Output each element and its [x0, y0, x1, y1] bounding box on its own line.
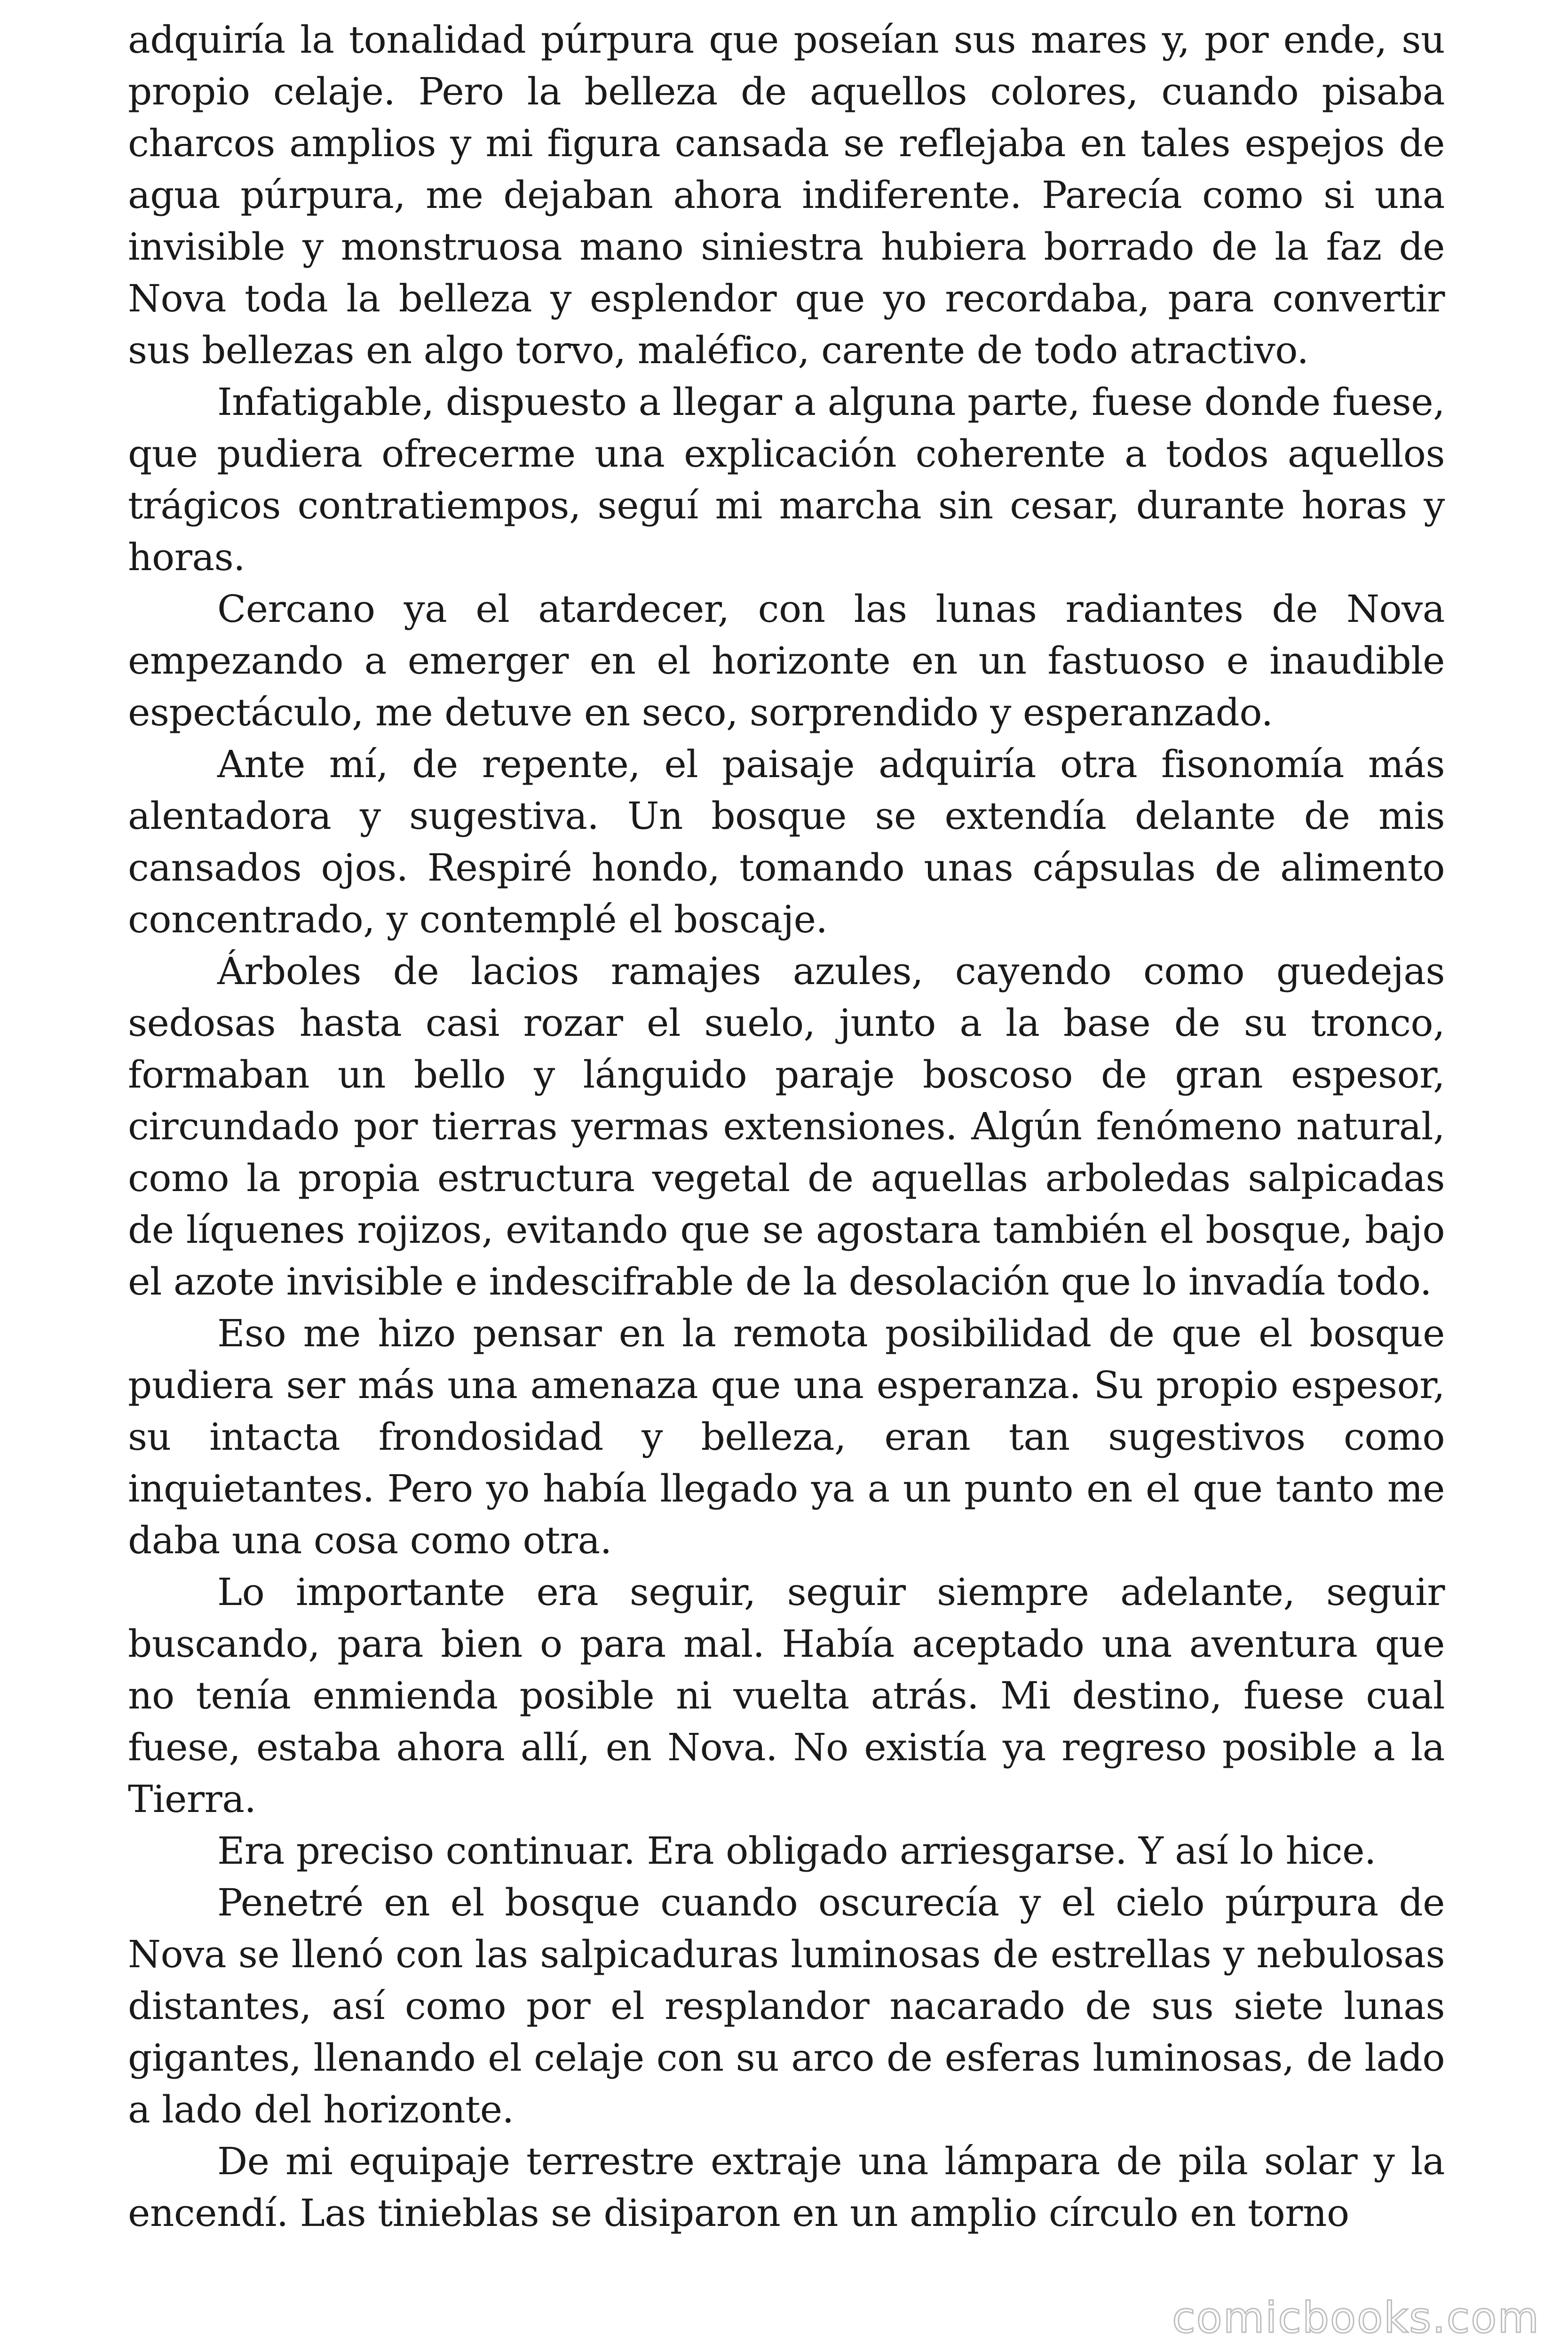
paragraph-4: Ante mí, de repente, el paisaje adquiría otra fisonomía más alentadora y sugestiva. Un bosque se extendía delante de mis cansados ojos. Respiré hondo, tomando unas cápsulas de alimento concentrado, y contemplé el boscaje. — [128, 742, 1445, 941]
paragraph-1: adquiría la tonalidad púrpura que poseían sus mares y, por ende, su propio celaje. Pero la belleza de aquellos colores, cuando pisaba charcos amplios y mi figura cansada se reflejaba en tales espejos de agua púrpura, me dejaban ahora indiferente. Parecía como si una invisible y monstruosa mano siniestra hubiera borrado de la faz de Nova toda la belleza y esplendor que yo recordaba, para convertir sus bellezas en algo torvo, maléfico, carente de todo atractivo. — [128, 18, 1445, 372]
paragraph-6: Eso me hizo pensar en la remota posibilidad de que el bosque pudiera ser más una amenaza que una esperanza. Su propio espesor, su intacta frondosidad y belleza, eran tan sugestivos como inquietantes. Pero yo había llegado ya a un punto en el que tanto me daba una cosa como otra. — [128, 1311, 1445, 1562]
paragraph-8: Era preciso continuar. Era obligado arriesgarse. Y así lo hice. — [217, 1829, 1376, 1873]
paragraph-7: Lo importante era seguir, seguir siempre adelante, seguir buscando, para bien o para mal. Había aceptado una aventura que no tenía enmienda posible ni vuelta atrás. Mi destino, fuese cual fuese, estaba ahora allí, en Nova. No existía ya regreso posible a la Tierra. — [128, 1570, 1445, 1821]
watermark: comicbooks.com — [1172, 2293, 1540, 2343]
paragraph-2: Infatigable, dispuesto a llegar a alguna parte, fuese donde fuese, que pudiera ofrecerme una explicación coherente a todos aquellos trágicos contratiempos, seguí mi marcha sin cesar, durante horas y horas. — [128, 380, 1445, 579]
paragraph-10: De mi equipaje terrestre extraje una lámpara de pila solar y la encendí. Las tinieblas se disiparon en un amplio círculo en torno — [128, 2139, 1445, 2235]
page-body — [128, 14, 1445, 2239]
paragraph-5: Árboles de lacios ramajes azules, cayendo como guedejas sedosas hasta casi rozar el suelo, junto a la base de su tronco, formaban un bello y lánguido paraje boscoso de gran espesor, circundado por tierras yermas extensiones. Algún fenómeno natural, como la propia estructura vegetal de aquellas arboledas salpicadas de líquenes rojizos, evitando que se agostara también el bosque, bajo el azote invisible e indescifrable de la desolación que lo invadía todo. — [128, 949, 1445, 1303]
paragraph-3: Cercano ya el atardecer, con las lunas radiantes de Nova empezando a emerger en el horizonte en un fastuoso e inaudible espectáculo, me detuve en seco, sorprendido y esperanzado. — [128, 587, 1445, 734]
paragraph-9: Penetré en el bosque cuando oscurecía y el cielo púrpura de Nova se llenó con las salpicaduras luminosas de estrellas y nebulosas distantes, así como por el resplandor nacarado de sus siete lunas gigantes, llenando el celaje con su arco de esferas luminosas, de lado a lado del horizonte. — [128, 1881, 1445, 2131]
